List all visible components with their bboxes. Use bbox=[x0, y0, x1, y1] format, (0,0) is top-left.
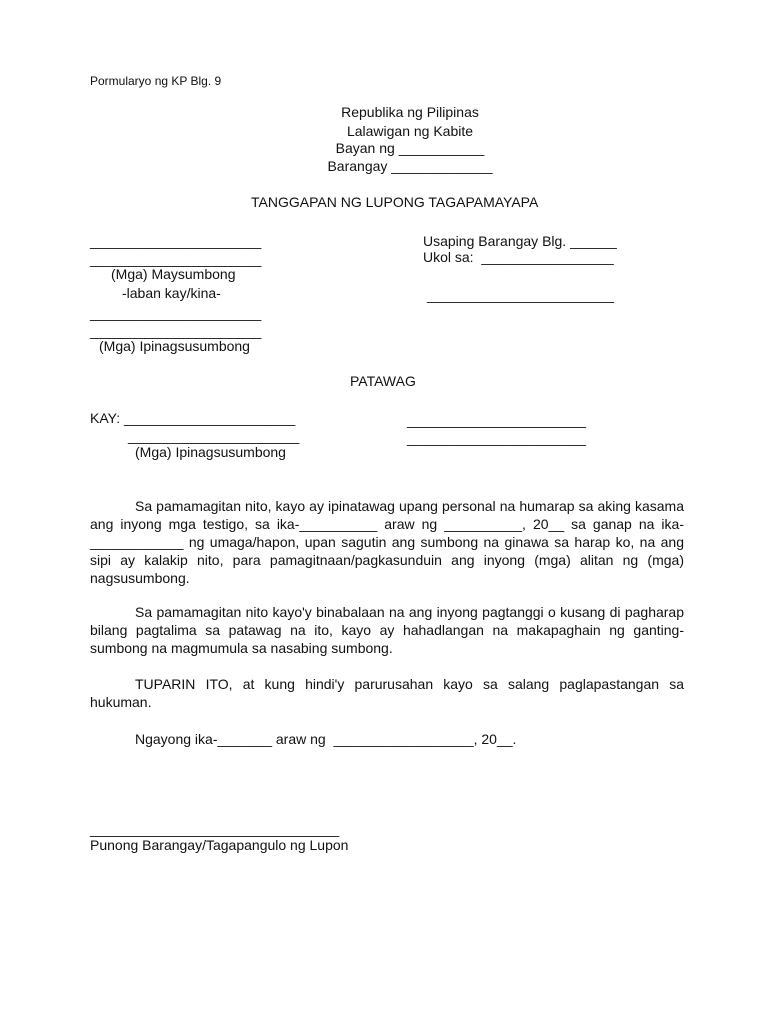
respondent-line-1: ______________________ bbox=[90, 305, 262, 321]
case-subject: Ukol sa: _________________ bbox=[423, 249, 614, 265]
signature-line: ________________________________ bbox=[90, 821, 340, 837]
addressee-right-line-1: _______________________ bbox=[407, 412, 587, 428]
addressee-label: (Mga) Ipinagsusumbong bbox=[135, 444, 286, 460]
header-barangay: Barangay _____________ bbox=[327, 158, 493, 174]
respondent-line-2: ______________________ bbox=[90, 323, 262, 339]
complainant-line-1: ______________________ bbox=[90, 233, 262, 249]
office-title: TANGGAPAN NG LUPONG TAGAPAMAYAPA bbox=[251, 194, 539, 210]
addressee-right-line-2: _______________________ bbox=[407, 430, 587, 446]
header-municipality: Bayan ng ___________ bbox=[335, 140, 485, 156]
addressee-line-1: KAY: ______________________ bbox=[90, 410, 296, 426]
summons-title: PATAWAG bbox=[350, 373, 416, 389]
paragraph-comply: TUPARIN ITO, at kung hindi'y parurusahan kayo sa salang paglapastangan sa hukuman. bbox=[90, 676, 684, 710]
complainant-label: (Mga) Maysumbong bbox=[111, 266, 236, 282]
header-province: Lalawigan ng Kabite bbox=[346, 123, 474, 139]
paragraph-warning: Sa pamamagitan nito kayo'y binabalaan na ang inyong pagtanggi o kusang di pagharap bilang pagtalima sa patawag na ito, kayo ay hahadlangan na makapaghain ng ganting-sumbong na magmumula sa nasabing sumbong. bbox=[90, 604, 684, 656]
signature-title: Punong Barangay/Tagapangulo ng Lupon bbox=[90, 837, 349, 853]
header-republic: Republika ng Pilipinas bbox=[341, 104, 479, 120]
addressee-line-2: ______________________ bbox=[128, 428, 300, 444]
complainant-line-2: ______________________ bbox=[90, 251, 262, 267]
case-number: Usaping Barangay Blg. ______ bbox=[423, 233, 617, 249]
respondent-label: (Mga) Ipinagsusumbong bbox=[99, 338, 250, 354]
case-subject-line-2: ________________________ bbox=[427, 287, 614, 303]
form-code: Pormularyo ng KP Blg. 9 bbox=[90, 74, 222, 88]
versus-label: -laban kay/kina- bbox=[122, 285, 221, 301]
paragraph-summons: Sa pamamagitan nito, kayo ay ipinatawag upang personal na humarap sa aking kasama ang inyong mga testigo, sa ika-__________ araw ng __________, 20__ sa ganap na ika-____________ ng umaga/hapon, upan sagutin ang sumbong na ginawa sa harap ko, na ang sipi ay kalakip nito, para pamagitnaan/pagkasunduin ang inyong (mga) alitan ng (mga) nagsusumbong. bbox=[90, 498, 684, 586]
paragraph-date: Ngayong ika-_______ araw ng __________________, 20__. bbox=[135, 731, 517, 747]
